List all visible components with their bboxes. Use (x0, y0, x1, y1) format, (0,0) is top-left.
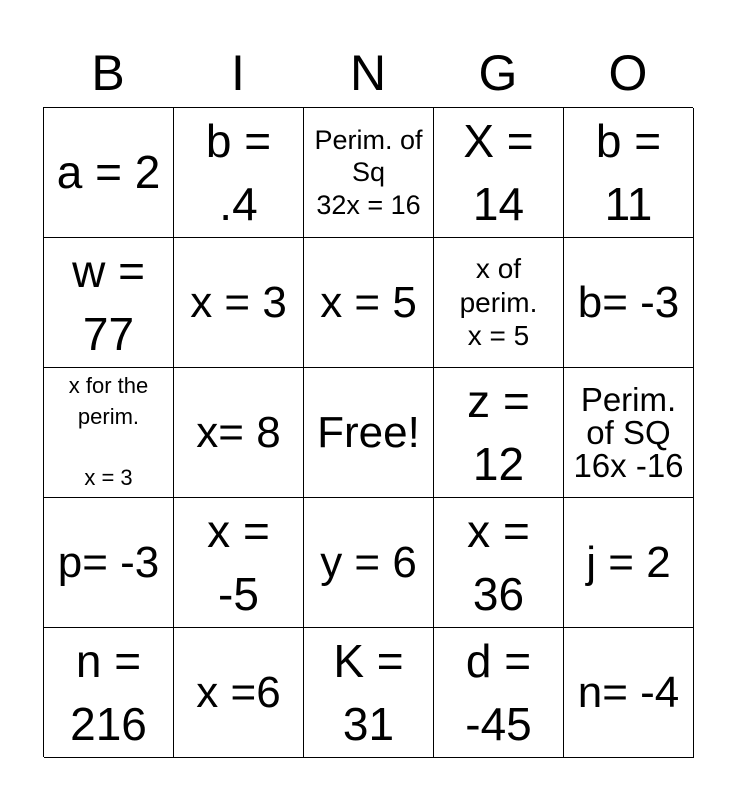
bingo-cell-r2-c1[interactable]: w = 77 (44, 238, 174, 368)
bingo-cell-r2-c5[interactable]: b= -3 (564, 238, 694, 368)
header-letter-b: B (91, 45, 125, 101)
bingo-cell-r3-c2[interactable]: x= 8 (174, 368, 304, 498)
bingo-cell-r5-c2[interactable]: x =6 (174, 628, 304, 758)
header-letter-n: N (349, 45, 387, 101)
bingo-cell-r5-c4[interactable]: d = -45 (434, 628, 564, 758)
bingo-cell-r3-c1[interactable]: x for the perim. x = 3 (44, 368, 174, 498)
bingo-cell-r1-c3[interactable]: Perim. of Sq 32x = 16 (304, 108, 434, 238)
bingo-cell-r4-c4[interactable]: x = 36 (434, 498, 564, 628)
bingo-cell-r2-c2[interactable]: x = 3 (174, 238, 304, 368)
bingo-cell-r3-c3-free-space[interactable]: Free! (304, 368, 434, 498)
header-letter-g: G (478, 45, 518, 101)
bingo-cell-r5-c5[interactable]: n= -4 (564, 628, 694, 758)
bingo-cell-r1-c1[interactable]: a = 2 (44, 108, 174, 238)
bingo-cell-r1-c4[interactable]: X = 14 (434, 108, 564, 238)
bingo-cell-r4-c2[interactable]: x = -5 (174, 498, 304, 628)
bingo-cell-r5-c1[interactable]: n = 216 (44, 628, 174, 758)
bingo-header (43, 40, 693, 106)
bingo-cell-r3-c5[interactable]: Perim. of SQ 16x -16 (564, 368, 694, 498)
bingo-cell-r2-c3[interactable]: x = 5 (304, 238, 434, 368)
header-letter-i: I (231, 45, 245, 101)
header-letter-o: O (608, 45, 648, 101)
bingo-board (43, 107, 693, 757)
bingo-cell-r1-c2[interactable]: b = .4 (174, 108, 304, 238)
bingo-cell-r3-c4[interactable]: z = 12 (434, 368, 564, 498)
bingo-cell-r1-c5[interactable]: b = 11 (564, 108, 694, 238)
bingo-cell-r2-c4[interactable]: x of perim. x = 5 (434, 238, 564, 368)
bingo-cell-r4-c3[interactable]: y = 6 (304, 498, 434, 628)
bingo-cell-r5-c3[interactable]: K = 31 (304, 628, 434, 758)
bingo-cell-r4-c5[interactable]: j = 2 (564, 498, 694, 628)
bingo-cell-r4-c1[interactable]: p= -3 (44, 498, 174, 628)
